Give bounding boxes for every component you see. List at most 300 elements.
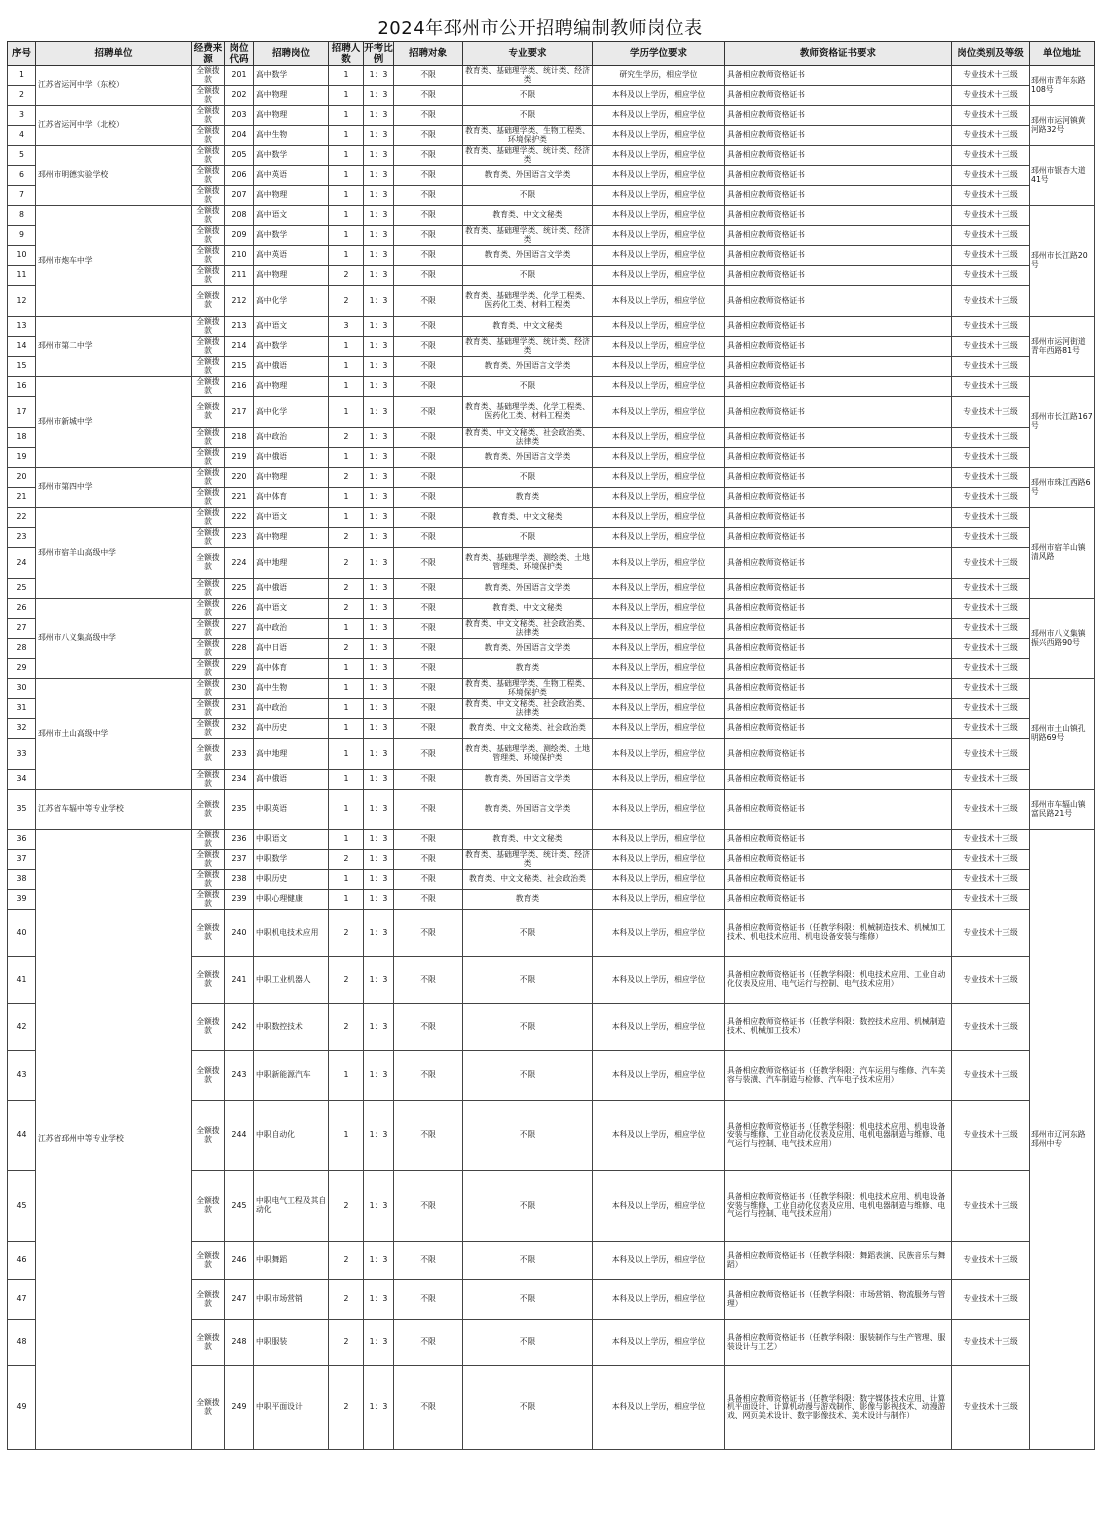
cell-major: 教育类、外国语言文学类 — [463, 357, 593, 377]
cell-cert: 具备相应教师资格证书 — [725, 599, 952, 619]
recruitment-table — [7, 41, 1095, 1450]
cell-grade: 专业技术十三级 — [952, 790, 1030, 830]
cell-post: 高中物理 — [254, 186, 329, 206]
cell-target: 不限 — [394, 488, 463, 508]
cell-seq: 2 — [8, 86, 36, 106]
cell-code: 217 — [225, 397, 254, 428]
cell-post: 中职市场营销 — [254, 1280, 329, 1320]
cell-cert: 具备相应教师资格证书 — [725, 890, 952, 910]
cell-fund: 全额拨款 — [192, 286, 225, 317]
cell-education: 本科及以上学历，相应学位 — [593, 1366, 725, 1450]
cell-target: 不限 — [394, 1320, 463, 1366]
cell-fund: 全额拨款 — [192, 1171, 225, 1242]
cell-code: 233 — [225, 739, 254, 770]
cell-fund: 全额拨款 — [192, 186, 225, 206]
cell-cert: 具备相应教师资格证书 — [725, 719, 952, 739]
cell-target: 不限 — [394, 1280, 463, 1320]
cell-unit: 邳州市炮车中学 — [36, 206, 192, 317]
cell-grade: 专业技术十三级 — [952, 639, 1030, 659]
cell-fund: 全额拨款 — [192, 126, 225, 146]
cell-education: 本科及以上学历，相应学位 — [593, 357, 725, 377]
cell-count: 1 — [329, 719, 364, 739]
cell-cert: 具备相应教师资格证书 — [725, 206, 952, 226]
cell-post: 高中体育 — [254, 488, 329, 508]
table-row — [8, 830, 1095, 850]
cell-code: 244 — [225, 1101, 254, 1171]
cell-target: 不限 — [394, 468, 463, 488]
cell-code: 207 — [225, 186, 254, 206]
cell-ratio: 1：3 — [364, 377, 394, 397]
cell-grade: 专业技术十三级 — [952, 528, 1030, 548]
cell-unit: 江苏省车辐中等专业学校 — [36, 790, 192, 830]
cell-fund: 全额拨款 — [192, 397, 225, 428]
cell-count: 1 — [329, 146, 364, 166]
table-row — [8, 599, 1095, 619]
cell-count: 2 — [329, 910, 364, 957]
cell-education: 本科及以上学历，相应学位 — [593, 226, 725, 246]
cell-fund: 全额拨款 — [192, 66, 225, 86]
cell-count: 1 — [329, 699, 364, 719]
cell-cert: 具备相应教师资格证书 — [725, 528, 952, 548]
cell-seq: 28 — [8, 639, 36, 659]
cell-target: 不限 — [394, 186, 463, 206]
cell-major: 不限 — [463, 1171, 593, 1242]
cell-education: 本科及以上学历，相应学位 — [593, 639, 725, 659]
cell-target: 不限 — [394, 1051, 463, 1101]
cell-fund: 全额拨款 — [192, 830, 225, 850]
cell-major: 教育类、基础理学类、测绘类、土地管理类、环境保护类 — [463, 548, 593, 579]
cell-count: 2 — [329, 286, 364, 317]
cell-count: 2 — [329, 1280, 364, 1320]
cell-fund: 全额拨款 — [192, 659, 225, 679]
cell-fund: 全额拨款 — [192, 86, 225, 106]
cell-cert: 具备相应教师资格证书（任教学科限：机械制造技术、机械加工技术、机电技术应用、机电设备安装与维修） — [725, 910, 952, 957]
cell-major: 教育类、中文文秘类 — [463, 599, 593, 619]
cell-target: 不限 — [394, 317, 463, 337]
cell-education: 本科及以上学历，相应学位 — [593, 508, 725, 528]
cell-fund: 全额拨款 — [192, 1004, 225, 1051]
cell-seq: 32 — [8, 719, 36, 739]
cell-count: 1 — [329, 106, 364, 126]
cell-ratio: 1：3 — [364, 739, 394, 770]
cell-target: 不限 — [394, 599, 463, 619]
cell-grade: 专业技术十三级 — [952, 428, 1030, 448]
cell-ratio: 1：3 — [364, 508, 394, 528]
cell-major: 教育类 — [463, 890, 593, 910]
cell-cert: 具备相应教师资格证书（任教学科限：数控技术应用、机械制造技术、机械加工技术） — [725, 1004, 952, 1051]
cell-fund: 全额拨款 — [192, 1366, 225, 1450]
cell-post: 高中物理 — [254, 377, 329, 397]
cell-unit: 邳州市八义集高级中学 — [36, 599, 192, 679]
cell-grade: 专业技术十三级 — [952, 186, 1030, 206]
cell-major: 教育类、基础理学类、统计类、经济类 — [463, 66, 593, 86]
cell-fund: 全额拨款 — [192, 957, 225, 1004]
cell-education: 研究生学历，相应学位 — [593, 66, 725, 86]
cell-post: 中职数控技术 — [254, 1004, 329, 1051]
cell-post: 中职历史 — [254, 870, 329, 890]
cell-code: 234 — [225, 770, 254, 790]
cell-count: 1 — [329, 739, 364, 770]
cell-fund: 全额拨款 — [192, 699, 225, 719]
cell-target: 不限 — [394, 448, 463, 468]
cell-education: 本科及以上学历，相应学位 — [593, 1280, 725, 1320]
cell-cert: 具备相应教师资格证书 — [725, 428, 952, 448]
cell-grade: 专业技术十三级 — [952, 1051, 1030, 1101]
cell-count: 1 — [329, 890, 364, 910]
cell-count: 1 — [329, 206, 364, 226]
cell-post: 高中生物 — [254, 126, 329, 146]
cell-ratio: 1：3 — [364, 1242, 394, 1280]
cell-grade: 专业技术十三级 — [952, 1004, 1030, 1051]
cell-grade: 专业技术十三级 — [952, 106, 1030, 126]
cell-major: 不限 — [463, 1366, 593, 1450]
cell-code: 219 — [225, 448, 254, 468]
cell-fund: 全额拨款 — [192, 599, 225, 619]
cell-address: 邳州市宿羊山镇清风路 — [1030, 508, 1095, 599]
cell-seq: 6 — [8, 166, 36, 186]
cell-cert: 具备相应教师资格证书 — [725, 870, 952, 890]
cell-code: 242 — [225, 1004, 254, 1051]
cell-code: 239 — [225, 890, 254, 910]
col-header: 序号 — [8, 42, 36, 66]
cell-seq: 27 — [8, 619, 36, 639]
cell-code: 202 — [225, 86, 254, 106]
col-header: 岗位代码 — [225, 42, 254, 66]
cell-grade: 专业技术十三级 — [952, 579, 1030, 599]
cell-unit: 邳州市第四中学 — [36, 468, 192, 508]
cell-major: 教育类 — [463, 488, 593, 508]
cell-cert: 具备相应教师资格证书 — [725, 739, 952, 770]
cell-code: 203 — [225, 106, 254, 126]
cell-post: 高中俄语 — [254, 770, 329, 790]
cell-address: 邳州市珠江西路6号 — [1030, 468, 1095, 508]
cell-post: 高中政治 — [254, 699, 329, 719]
cell-target: 不限 — [394, 790, 463, 830]
cell-seq: 33 — [8, 739, 36, 770]
cell-education: 本科及以上学历，相应学位 — [593, 699, 725, 719]
cell-ratio: 1：3 — [364, 830, 394, 850]
cell-seq: 14 — [8, 337, 36, 357]
cell-cert: 具备相应教师资格证书（任教学科限：服装制作与生产管理、服装设计与工艺） — [725, 1320, 952, 1366]
cell-address: 邳州市运河镇黄河路32号 — [1030, 106, 1095, 146]
table-row — [8, 790, 1095, 830]
cell-major: 不限 — [463, 86, 593, 106]
cell-post: 中职新能源汽车 — [254, 1051, 329, 1101]
cell-seq: 20 — [8, 468, 36, 488]
cell-post: 高中数学 — [254, 337, 329, 357]
cell-education: 本科及以上学历，相应学位 — [593, 106, 725, 126]
cell-ratio: 1：3 — [364, 206, 394, 226]
cell-ratio: 1：3 — [364, 357, 394, 377]
cell-major: 教育类、基础理学类、化学工程类、医药化工类、材料工程类 — [463, 397, 593, 428]
cell-target: 不限 — [394, 659, 463, 679]
cell-fund: 全额拨款 — [192, 639, 225, 659]
cell-cert: 具备相应教师资格证书 — [725, 679, 952, 699]
cell-education: 本科及以上学历，相应学位 — [593, 850, 725, 870]
cell-seq: 11 — [8, 266, 36, 286]
cell-education: 本科及以上学历，相应学位 — [593, 1051, 725, 1101]
cell-grade: 专业技术十三级 — [952, 890, 1030, 910]
cell-ratio: 1：3 — [364, 1171, 394, 1242]
cell-seq: 38 — [8, 870, 36, 890]
cell-fund: 全额拨款 — [192, 448, 225, 468]
cell-education: 本科及以上学历，相应学位 — [593, 468, 725, 488]
cell-fund: 全额拨款 — [192, 770, 225, 790]
cell-cert: 具备相应教师资格证书 — [725, 357, 952, 377]
cell-post: 高中语文 — [254, 206, 329, 226]
cell-seq: 40 — [8, 910, 36, 957]
cell-major: 教育类、基础理学类、统计类、经济类 — [463, 226, 593, 246]
table-row — [8, 146, 1095, 166]
cell-post: 中职数学 — [254, 850, 329, 870]
cell-grade: 专业技术十三级 — [952, 397, 1030, 428]
cell-major: 不限 — [463, 266, 593, 286]
cell-cert: 具备相应教师资格证书 — [725, 266, 952, 286]
cell-grade: 专业技术十三级 — [952, 870, 1030, 890]
cell-seq: 7 — [8, 186, 36, 206]
cell-post: 中职服装 — [254, 1320, 329, 1366]
cell-fund: 全额拨款 — [192, 226, 225, 246]
cell-target: 不限 — [394, 337, 463, 357]
cell-code: 215 — [225, 357, 254, 377]
cell-target: 不限 — [394, 86, 463, 106]
col-header: 招聘对象 — [394, 42, 463, 66]
cell-education: 本科及以上学历，相应学位 — [593, 1320, 725, 1366]
cell-target: 不限 — [394, 870, 463, 890]
cell-education: 本科及以上学历，相应学位 — [593, 1171, 725, 1242]
cell-code: 213 — [225, 317, 254, 337]
cell-code: 248 — [225, 1320, 254, 1366]
table-row — [8, 66, 1095, 86]
cell-count: 1 — [329, 226, 364, 246]
cell-unit: 邳州市明德实验学校 — [36, 146, 192, 206]
cell-fund: 全额拨款 — [192, 739, 225, 770]
cell-post: 高中生物 — [254, 679, 329, 699]
cell-education: 本科及以上学历，相应学位 — [593, 1242, 725, 1280]
cell-fund: 全额拨款 — [192, 508, 225, 528]
cell-target: 不限 — [394, 357, 463, 377]
cell-cert: 具备相应教师资格证书 — [725, 659, 952, 679]
cell-post: 高中物理 — [254, 528, 329, 548]
cell-ratio: 1：3 — [364, 910, 394, 957]
cell-count: 2 — [329, 850, 364, 870]
cell-education: 本科及以上学历，相应学位 — [593, 739, 725, 770]
cell-grade: 专业技术十三级 — [952, 468, 1030, 488]
cell-major: 不限 — [463, 1101, 593, 1171]
cell-count: 1 — [329, 86, 364, 106]
cell-major: 教育类、基础理学类、统计类、经济类 — [463, 146, 593, 166]
cell-grade: 专业技术十三级 — [952, 226, 1030, 246]
cell-count: 1 — [329, 488, 364, 508]
cell-post: 高中政治 — [254, 428, 329, 448]
cell-count: 2 — [329, 548, 364, 579]
cell-cert: 具备相应教师资格证书 — [725, 508, 952, 528]
cell-code: 235 — [225, 790, 254, 830]
cell-unit: 邳州市土山高级中学 — [36, 679, 192, 790]
cell-ratio: 1：3 — [364, 106, 394, 126]
cell-grade: 专业技术十三级 — [952, 357, 1030, 377]
cell-target: 不限 — [394, 266, 463, 286]
cell-code: 225 — [225, 579, 254, 599]
cell-address: 邳州市长江路20号 — [1030, 206, 1095, 317]
cell-fund: 全额拨款 — [192, 1051, 225, 1101]
cell-cert: 具备相应教师资格证书 — [725, 146, 952, 166]
cell-major: 教育类、中文文秘类、社会政治类 — [463, 719, 593, 739]
cell-seq: 46 — [8, 1242, 36, 1280]
cell-ratio: 1：3 — [364, 890, 394, 910]
cell-cert: 具备相应教师资格证书 — [725, 106, 952, 126]
cell-cert: 具备相应教师资格证书 — [725, 337, 952, 357]
cell-cert: 具备相应教师资格证书 — [725, 699, 952, 719]
cell-education: 本科及以上学历，相应学位 — [593, 246, 725, 266]
table-body — [8, 66, 1095, 1450]
cell-post: 中职平面设计 — [254, 1366, 329, 1450]
cell-count: 1 — [329, 770, 364, 790]
cell-seq: 18 — [8, 428, 36, 448]
cell-seq: 8 — [8, 206, 36, 226]
cell-code: 246 — [225, 1242, 254, 1280]
cell-fund: 全额拨款 — [192, 357, 225, 377]
cell-target: 不限 — [394, 377, 463, 397]
cell-seq: 22 — [8, 508, 36, 528]
cell-post: 高中数学 — [254, 66, 329, 86]
cell-major: 不限 — [463, 468, 593, 488]
cell-target: 不限 — [394, 106, 463, 126]
cell-target: 不限 — [394, 166, 463, 186]
col-header: 开考比例 — [364, 42, 393, 65]
cell-code: 216 — [225, 377, 254, 397]
cell-major: 不限 — [463, 528, 593, 548]
cell-ratio: 1：3 — [364, 548, 394, 579]
cell-education: 本科及以上学历，相应学位 — [593, 377, 725, 397]
cell-ratio: 1：3 — [364, 126, 394, 146]
cell-ratio: 1：3 — [364, 286, 394, 317]
cell-cert: 具备相应教师资格证书 — [725, 126, 952, 146]
cell-seq: 21 — [8, 488, 36, 508]
cell-major: 教育类、外国语言文学类 — [463, 448, 593, 468]
cell-major: 教育类、基础理学类、生物工程类、环境保护类 — [463, 126, 593, 146]
cell-cert: 具备相应教师资格证书 — [725, 226, 952, 246]
cell-education: 本科及以上学历，相应学位 — [593, 579, 725, 599]
cell-code: 209 — [225, 226, 254, 246]
cell-target: 不限 — [394, 1242, 463, 1280]
cell-target: 不限 — [394, 830, 463, 850]
cell-fund: 全额拨款 — [192, 1242, 225, 1280]
cell-grade: 专业技术十三级 — [952, 739, 1030, 770]
cell-count: 1 — [329, 246, 364, 266]
cell-code: 249 — [225, 1366, 254, 1450]
cell-seq: 44 — [8, 1101, 36, 1171]
cell-seq: 35 — [8, 790, 36, 830]
cell-ratio: 1：3 — [364, 448, 394, 468]
cell-target: 不限 — [394, 508, 463, 528]
cell-target: 不限 — [394, 528, 463, 548]
cell-cert: 具备相应教师资格证书 — [725, 790, 952, 830]
cell-post: 高中地理 — [254, 739, 329, 770]
cell-grade: 专业技术十三级 — [952, 317, 1030, 337]
cell-address: 邳州市辽河东路邳州中专 — [1030, 830, 1095, 1450]
cell-target: 不限 — [394, 146, 463, 166]
cell-code: 245 — [225, 1171, 254, 1242]
cell-count: 1 — [329, 619, 364, 639]
cell-count: 2 — [329, 957, 364, 1004]
cell-post: 高中化学 — [254, 286, 329, 317]
cell-fund: 全额拨款 — [192, 548, 225, 579]
cell-code: 223 — [225, 528, 254, 548]
cell-grade: 专业技术十三级 — [952, 619, 1030, 639]
cell-ratio: 1：3 — [364, 579, 394, 599]
cell-post: 高中数学 — [254, 146, 329, 166]
cell-fund: 全额拨款 — [192, 166, 225, 186]
cell-post: 高中俄语 — [254, 448, 329, 468]
cell-cert: 具备相应教师资格证书 — [725, 286, 952, 317]
cell-target: 不限 — [394, 1004, 463, 1051]
cell-unit: 邳州市第二中学 — [36, 317, 192, 377]
cell-grade: 专业技术十三级 — [952, 679, 1030, 699]
cell-major: 教育类、中文文秘类、社会政治类 — [463, 870, 593, 890]
cell-code: 204 — [225, 126, 254, 146]
cell-ratio: 1：3 — [364, 1101, 394, 1171]
cell-major: 教育类、中文文秘类、社会政治类、法律类 — [463, 619, 593, 639]
cell-unit: 江苏省运河中学（北校） — [36, 106, 192, 146]
cell-count: 1 — [329, 659, 364, 679]
cell-ratio: 1：3 — [364, 850, 394, 870]
cell-code: 205 — [225, 146, 254, 166]
cell-post: 中职工业机器人 — [254, 957, 329, 1004]
cell-education: 本科及以上学历，相应学位 — [593, 719, 725, 739]
cell-target: 不限 — [394, 910, 463, 957]
cell-count: 2 — [329, 1366, 364, 1450]
cell-seq: 9 — [8, 226, 36, 246]
cell-fund: 全额拨款 — [192, 488, 225, 508]
cell-major: 教育类、基础理学类、统计类、经济类 — [463, 850, 593, 870]
cell-ratio: 1：3 — [364, 86, 394, 106]
cell-post: 中职英语 — [254, 790, 329, 830]
col-header: 经费来源 — [192, 42, 225, 66]
cell-grade: 专业技术十三级 — [952, 246, 1030, 266]
cell-target: 不限 — [394, 719, 463, 739]
cell-seq: 24 — [8, 548, 36, 579]
cell-seq: 19 — [8, 448, 36, 468]
cell-education: 本科及以上学历，相应学位 — [593, 619, 725, 639]
cell-code: 232 — [225, 719, 254, 739]
cell-post: 中职舞蹈 — [254, 1242, 329, 1280]
cell-code: 241 — [225, 957, 254, 1004]
cell-post: 高中语文 — [254, 599, 329, 619]
cell-education: 本科及以上学历，相应学位 — [593, 146, 725, 166]
cell-code: 238 — [225, 870, 254, 890]
cell-fund: 全额拨款 — [192, 317, 225, 337]
cell-post: 高中英语 — [254, 166, 329, 186]
cell-target: 不限 — [394, 957, 463, 1004]
cell-fund: 全额拨款 — [192, 579, 225, 599]
cell-ratio: 1：3 — [364, 599, 394, 619]
cell-fund: 全额拨款 — [192, 468, 225, 488]
cell-education: 本科及以上学历，相应学位 — [593, 266, 725, 286]
cell-ratio: 1：3 — [364, 186, 394, 206]
cell-grade: 专业技术十三级 — [952, 770, 1030, 790]
cell-code: 211 — [225, 266, 254, 286]
cell-post: 高中政治 — [254, 619, 329, 639]
cell-count: 1 — [329, 870, 364, 890]
cell-ratio: 1：3 — [364, 317, 394, 337]
cell-code: 218 — [225, 428, 254, 448]
cell-target: 不限 — [394, 1101, 463, 1171]
col-header: 教师资格证书要求 — [725, 42, 952, 66]
cell-code: 221 — [225, 488, 254, 508]
cell-target: 不限 — [394, 397, 463, 428]
cell-unit: 邳州市宿羊山高级中学 — [36, 508, 192, 599]
